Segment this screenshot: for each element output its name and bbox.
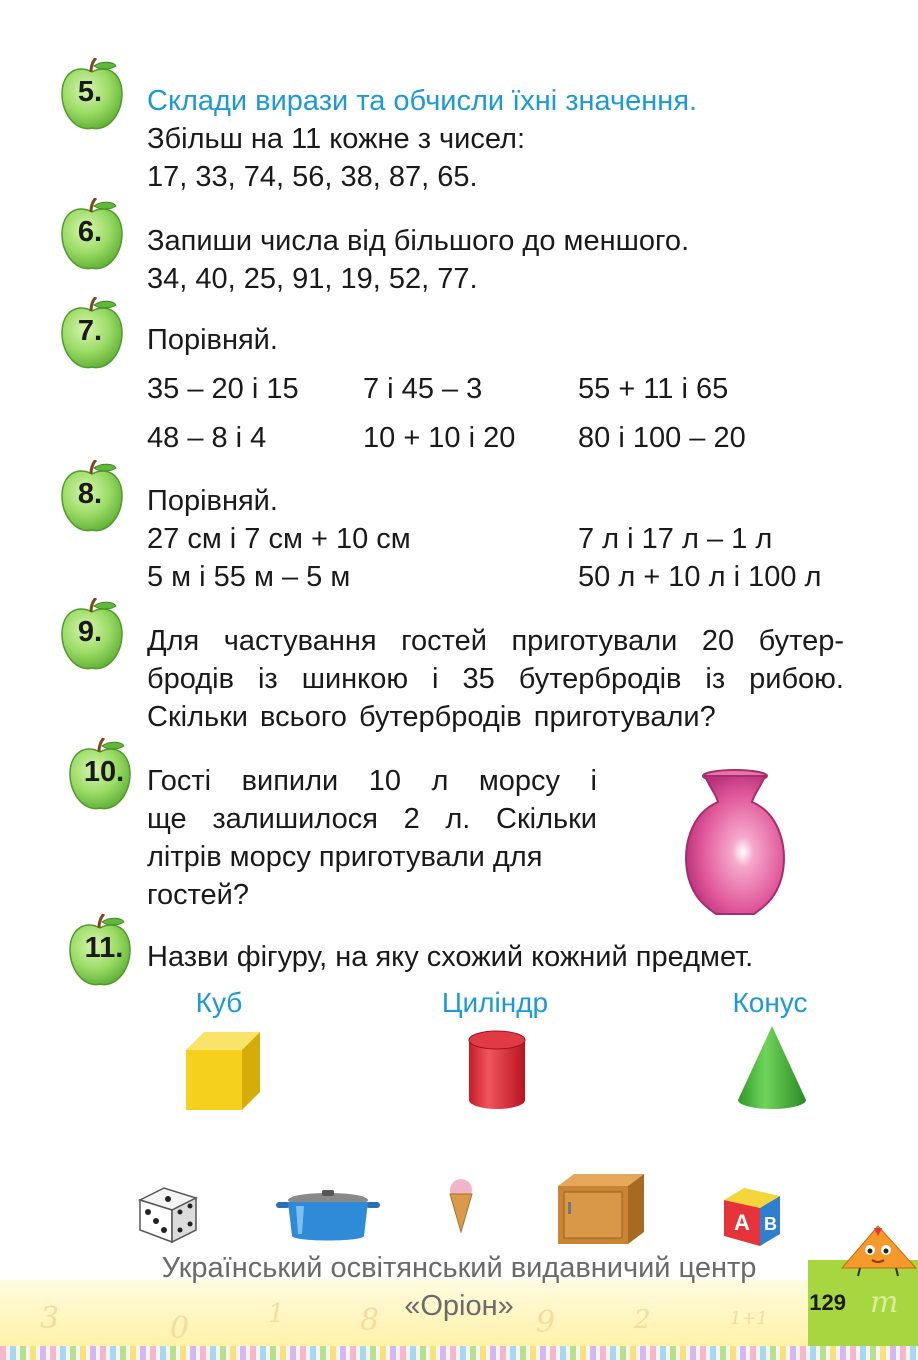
task-7-expr: 48 – 8 і 4 [147,422,267,454]
task-number: 6. [77,216,103,248]
task-9-line: Скільки всього бутербродів приготували? [147,701,716,733]
task-9-line: Для частування гостей приготували 20 бутер- [147,625,844,657]
task-6-numbers: 34, 40, 25, 91, 19, 52, 77. [147,263,478,295]
task-number: 8. [77,478,103,510]
task-number: 10. [83,756,125,788]
task-10-line: літрів морсу приготували для [147,841,543,873]
svg-text:1: 1 [268,1299,285,1329]
task-7-expr: 55 + 11 і 65 [578,373,729,405]
task-10-line: Гості випили 10 л морсу і [147,765,597,797]
apple-icon [66,738,138,814]
page-number: 129 [809,1290,846,1315]
task-7-expr: 35 – 20 і 15 [147,373,299,405]
svg-text:1+1: 1+1 [730,1308,768,1329]
shape-label-cylinder: Циліндр [441,987,549,1018]
apple-icon [66,914,138,990]
apple-icon [58,58,130,134]
publisher-name: Український освітянський видавничий центр [161,1252,757,1284]
task-10-line: гостей? [147,879,249,911]
task-8-title: Порівняй. [147,485,278,517]
svg-text:0: 0 [170,1311,190,1346]
task-9-line: бродів із шинкою і 35 бутербродів із рибою. [147,663,844,695]
task-5-numbers: 17, 33, 74, 56, 38, 87, 65. [147,161,478,193]
svg-text:8: 8 [360,1303,380,1338]
task-8-expr: 27 см і 7 см + 10 см [147,523,411,555]
svg-text:9: 9 [536,1305,556,1340]
task-8-expr: 7 л і 17 л – 1 л [578,523,773,555]
vase-icon [680,768,790,918]
cabinet-icon [554,1172,646,1248]
ice-cream-icon [444,1178,478,1234]
task-6-instruction: Запиши числа від більшого до меншого. [147,225,690,257]
shape-label-cube: Куб [195,987,243,1018]
task-number: 11. [84,932,124,964]
svg-text:A: A [734,1210,750,1235]
pot-icon [274,1188,382,1244]
apple-icon [58,460,130,536]
publisher-brand: «Оріон» [404,1290,514,1322]
svg-text:B: B [764,1214,777,1234]
task-11-instruction: Назви фігуру, на яку схожий кожний предмет. [147,941,754,973]
task-7-expr: 80 і 100 – 20 [578,422,746,454]
task-7-expr: 7 і 45 – 3 [363,373,483,405]
cylinder-icon [466,1030,528,1112]
task-number: 9. [77,616,103,648]
task-7-title: Порівняй. [147,324,278,356]
cone-icon [736,1024,808,1110]
apple-icon [58,598,130,674]
task-8-expr: 50 л + 10 л і 100 л [578,561,822,593]
shape-label-cone: Конус [732,987,808,1018]
task-10-line: ще залишилося 2 л. Скільки [147,803,597,835]
task-8-expr: 5 м і 55 м – 5 м [147,561,351,593]
task-5-instruction: Склади вирази та обчисли їхні значення. [147,85,698,117]
task-number: 7. [77,315,103,347]
svg-text:2: 2 [634,1305,651,1335]
cube-icon [184,1030,264,1112]
abc-block-icon [720,1184,784,1248]
dice-icon [136,1182,200,1246]
svg-text:m: m [870,1285,899,1320]
task-number: 5. [77,76,103,108]
apple-icon [58,198,130,274]
task-5-line: Збільш на 11 кожне з чисел: [147,123,526,155]
svg-text:3: 3 [40,1301,60,1336]
task-7-expr: 10 + 10 і 20 [363,422,516,454]
apple-icon [58,297,130,373]
